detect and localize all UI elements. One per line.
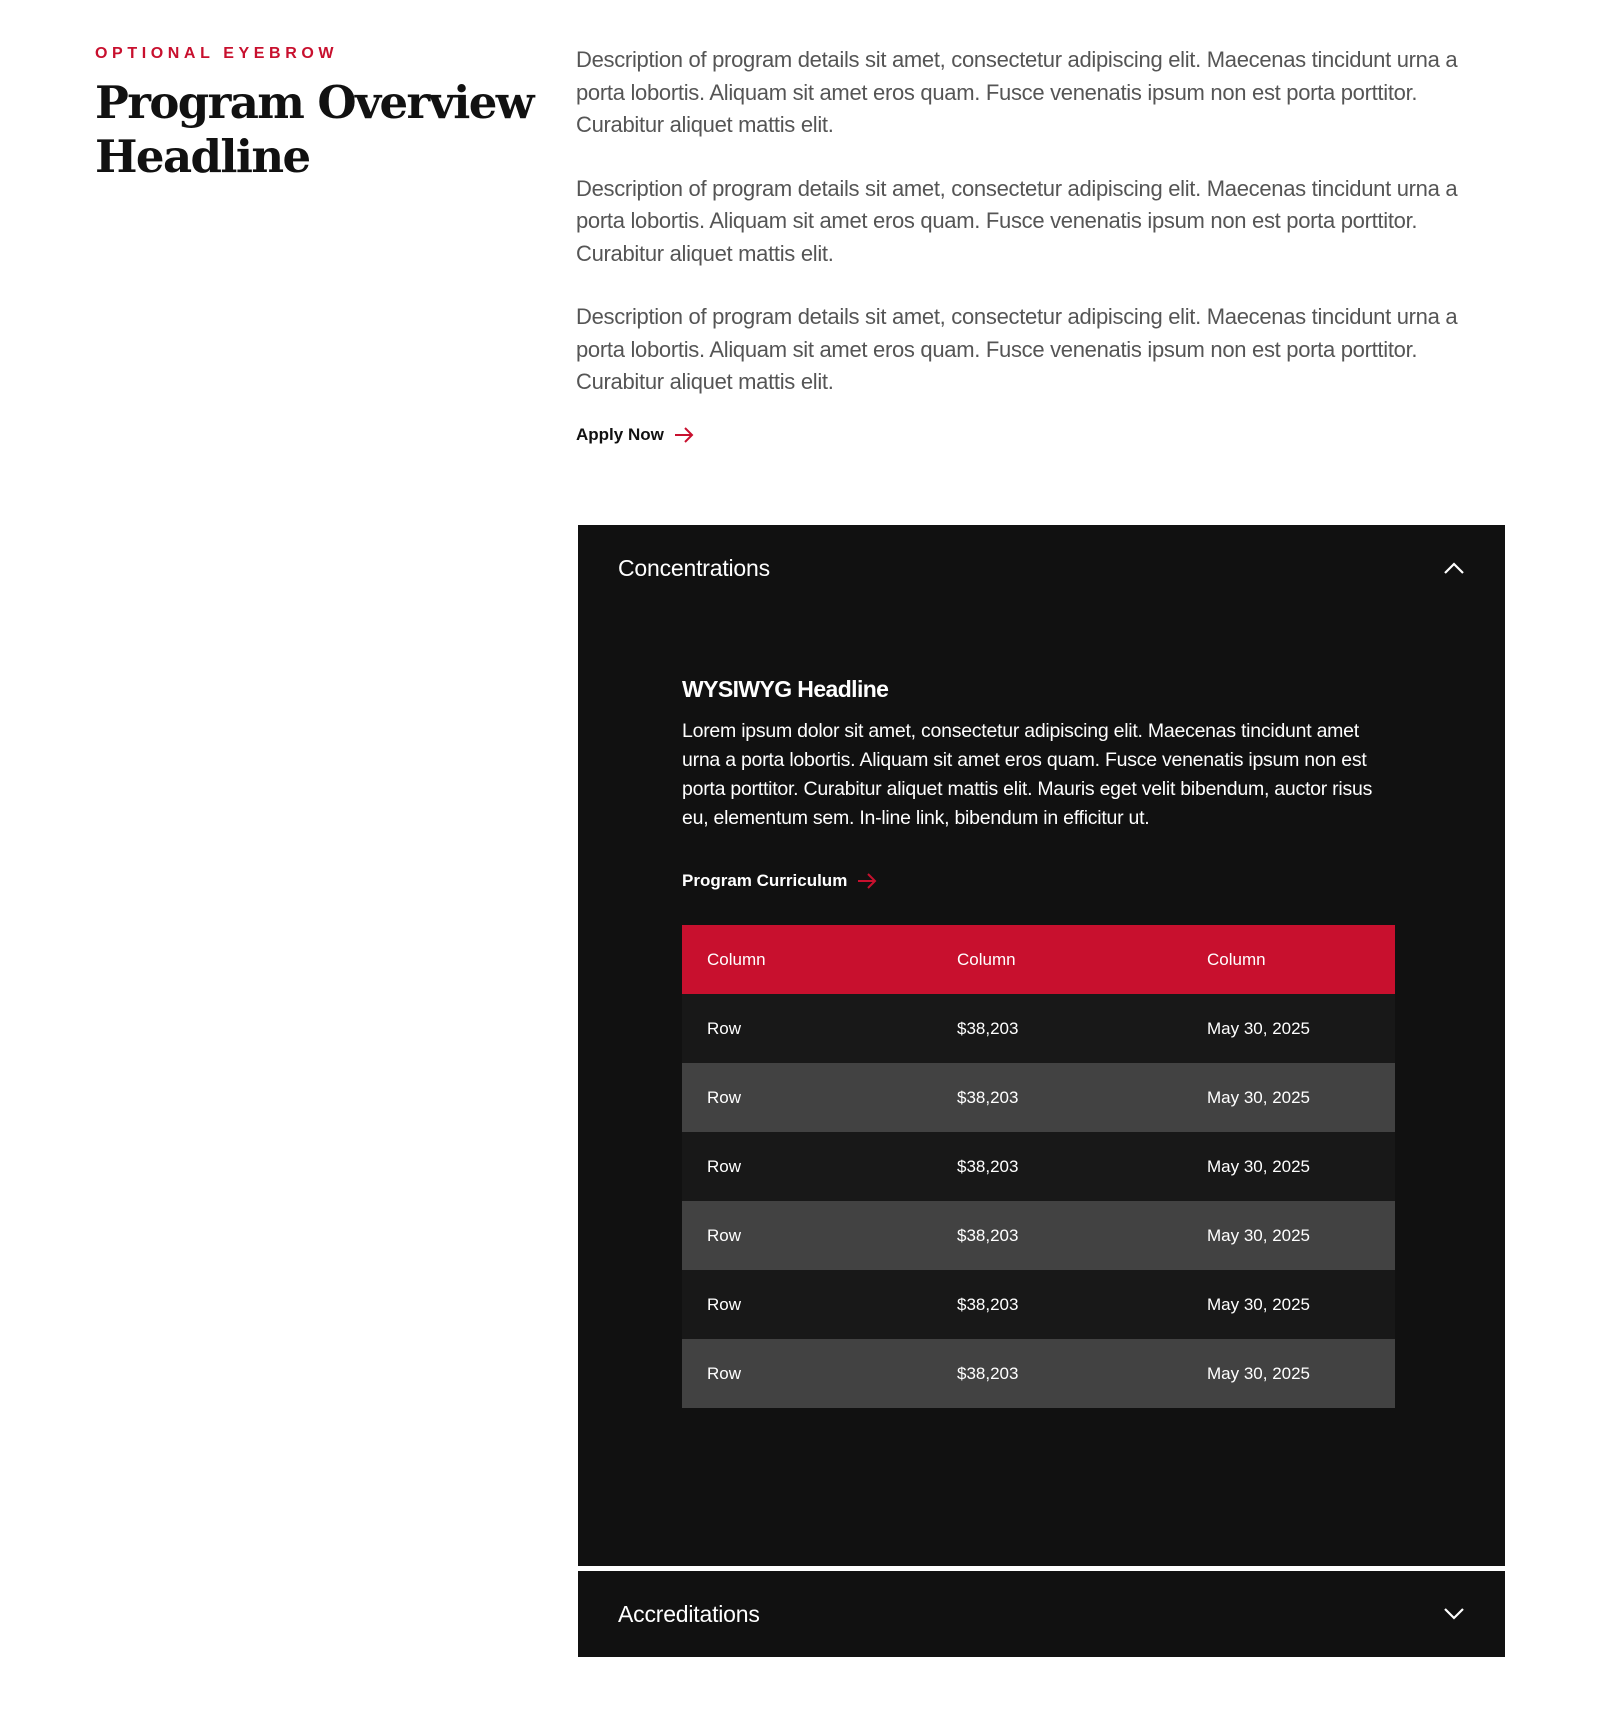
table-row <box>682 1339 1395 1408</box>
arrow-right-icon <box>857 872 877 890</box>
wysiwyg-body: Lorem ipsum dolor sit amet, consectetur adipiscing elit. Maecenas tincidunt amet urna a porta lobortis. Aliquam sit amet eros quam. Fusce venenatis ipsum non est porta porttitor. Curabitur aliquet mattis elit. Mauris eget velit bibendum, auctor risus eu, elementum sem. In-line link, bibendum in efficitur ut. <box>682 720 1373 829</box>
page-title: Program Overview Headline <box>95 76 533 183</box>
table-header-row <box>682 925 1395 994</box>
eyebrow: OPTIONAL EYEBROW <box>95 45 339 62</box>
apply-now-label: Apply Now <box>576 424 664 444</box>
table-cell: May 30, 2025 <box>1207 1294 1311 1314</box>
description-paragraph: Description of program details sit amet, consectetur adipiscing elit. Maecenas tincidunt urna a porta lobortis. Aliquam sit amet eros quam. Fusce venenatis ipsum non est porta porttitor. Curabitur aliquet mattis elit. <box>576 304 1458 394</box>
program-curriculum-link[interactable] <box>682 871 877 891</box>
table-cell: Row <box>707 1018 742 1038</box>
accordion-concentrations <box>578 525 1505 1566</box>
accordion-accreditations <box>578 1571 1505 1657</box>
accordion-header-accreditations[interactable] <box>578 1571 1505 1657</box>
table-cell: Row <box>707 1156 742 1176</box>
table-cell: May 30, 2025 <box>1207 1087 1311 1107</box>
accordion-title: Accreditations <box>618 1600 760 1627</box>
column-header: Column <box>957 949 1016 969</box>
table-cell: $38,203 <box>957 1225 1019 1245</box>
table-cell: $38,203 <box>957 1294 1019 1314</box>
chevron-down-icon[interactable] <box>1443 1607 1465 1621</box>
table-cell: Row <box>707 1294 742 1314</box>
data-table <box>682 925 1395 1408</box>
table-cell: Row <box>707 1087 742 1107</box>
table-cell: $38,203 <box>957 1363 1019 1383</box>
column-header: Column <box>1207 949 1266 969</box>
table-row <box>682 1132 1395 1201</box>
description-paragraph: Description of program details sit amet, consectetur adipiscing elit. Maecenas tincidunt urna a porta lobortis. Aliquam sit amet eros quam. Fusce venenatis ipsum non est porta porttitor. Curabitur aliquet mattis elit. <box>576 47 1458 137</box>
table-cell: Row <box>707 1363 742 1383</box>
apply-now-link[interactable] <box>576 425 694 445</box>
table-cell: May 30, 2025 <box>1207 1018 1311 1038</box>
accordion-title: Concentrations <box>618 554 770 581</box>
accordion-content <box>682 675 1395 1408</box>
intro-heading-block <box>95 44 535 184</box>
wysiwyg-headline: WYSIWYG Headline <box>682 676 889 702</box>
chevron-up-icon[interactable] <box>1443 561 1465 575</box>
arrow-right-icon <box>674 426 694 444</box>
table-row <box>682 1201 1395 1270</box>
table-row <box>682 1063 1395 1132</box>
column-header: Column <box>707 949 766 969</box>
table-cell: May 30, 2025 <box>1207 1363 1311 1383</box>
table-cell: Row <box>707 1225 742 1245</box>
table-cell: $38,203 <box>957 1087 1019 1107</box>
accordion-header-concentrations[interactable] <box>578 525 1505 611</box>
table-cell: May 30, 2025 <box>1207 1156 1311 1176</box>
table-cell: May 30, 2025 <box>1207 1225 1311 1245</box>
program-curriculum-label: Program Curriculum <box>682 871 848 890</box>
table-row <box>682 994 1395 1063</box>
table-cell: $38,203 <box>957 1018 1019 1038</box>
table-row <box>682 1270 1395 1339</box>
table-cell: $38,203 <box>957 1156 1019 1176</box>
description-paragraph: Description of program details sit amet, consectetur adipiscing elit. Maecenas tincidunt urna a porta lobortis. Aliquam sit amet eros quam. Fusce venenatis ipsum non est porta porttitor. Curabitur aliquet mattis elit. <box>576 175 1458 266</box>
intro-description <box>576 44 1506 445</box>
